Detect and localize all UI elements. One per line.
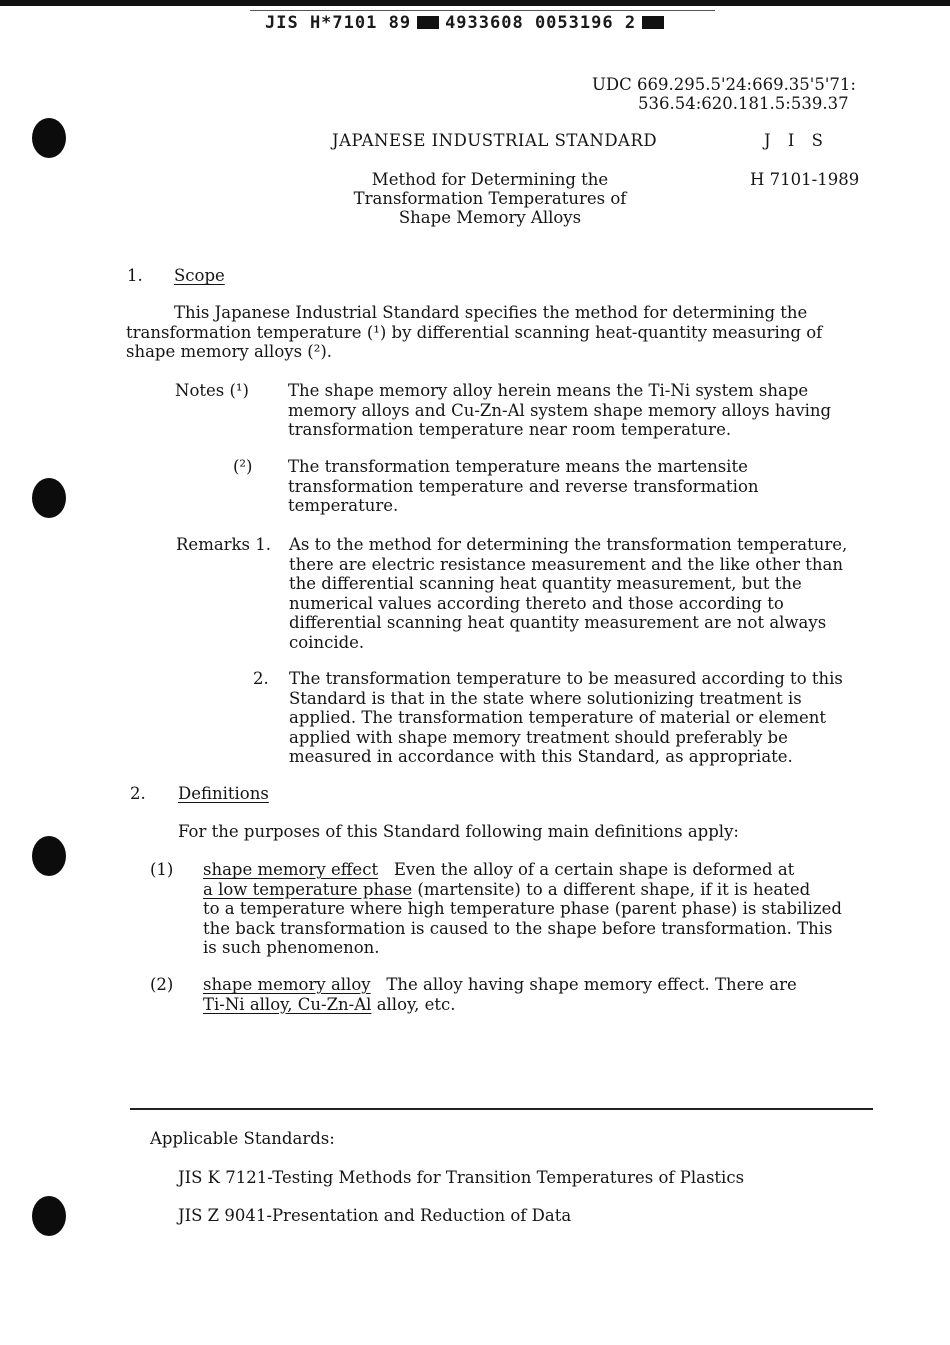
definition-line (203, 860, 893, 880)
remark-line: measured in accordance with this Standard, as appropriate. (289, 747, 793, 766)
udc-line-2: 536.54:620.181.5:539.37 (638, 94, 849, 113)
remark-line: there are electric resistance measurement and the like other than (289, 554, 844, 574)
title-line: Shape Memory Alloys (398, 208, 582, 227)
remark-line: As to the method for determining the transformation temperature, (289, 535, 848, 554)
paragraph-line: shape memory alloys (²). (126, 342, 333, 361)
note-line: The transformation temperature means the martensite (288, 457, 748, 476)
section-number: 2. (130, 784, 146, 803)
applicable-standard-item: JIS Z 9041-Presentation and Reduction of Data (178, 1206, 572, 1225)
footnote-divider (130, 1108, 873, 1110)
standard-name: JAPANESE INDUSTRIAL STANDARD (332, 131, 658, 150)
remark-line: the differential scanning heat quantity measurement, but the (289, 574, 802, 593)
definition-text: Even the alloy of a certain shape is deformed at (393, 860, 795, 879)
note-line: transformation temperature and reverse transformation (288, 476, 759, 496)
definition-2 (203, 975, 893, 1014)
applicable-standard-item: JIS K 7121-Testing Methods for Transition Temperatures of Plastics (178, 1168, 745, 1187)
barcode-block-icon (417, 16, 439, 29)
punch-hole-icon (32, 836, 66, 876)
header-rule (250, 10, 715, 11)
applicable-standards-heading: Applicable Standards: (150, 1129, 335, 1148)
remark-line: coincide. (289, 632, 365, 652)
remark-1 (289, 535, 889, 652)
definition-line: the back transformation is caused to the shape before transformation. This (203, 918, 833, 938)
notes-label: Notes (¹) (175, 381, 249, 400)
remark-line: applied with shape memory treatment should preferably be (289, 727, 788, 747)
definition-line: to a temperature where high temperature phase (parent phase) is stabilized (203, 899, 842, 918)
document-title (330, 170, 650, 227)
definition-text: The alloy having shape memory effect. There are (386, 975, 797, 994)
definition-2-label: (2) (150, 975, 174, 994)
note-2 (288, 457, 878, 516)
section-heading-scope: Scope (174, 266, 225, 285)
udc-classification (592, 75, 856, 113)
note-line: transformation temperature near room temperature. (288, 420, 732, 439)
definition-1 (203, 860, 893, 958)
note-line: memory alloys and Cu-Zn-Al system shape memory alloys having (288, 400, 832, 420)
note-line: The shape memory alloy herein means the Ti-Ni system shape (288, 381, 809, 400)
section-number: 1. (127, 266, 143, 285)
definition-text: (martensite) to a different shape, if it is heated (412, 879, 811, 899)
definition-line (203, 995, 893, 1015)
code-right: 4933608 0053196 2 (445, 13, 637, 33)
udc-line-1: UDC 669.295.5'24:669.35'5'71: (592, 75, 856, 94)
term-shape-memory-alloy: shape memory alloy (203, 975, 371, 994)
definition-1-label: (1) (150, 860, 174, 879)
note-1 (288, 381, 878, 440)
punch-hole-icon (32, 478, 66, 518)
note-line: temperature. (288, 496, 399, 515)
paragraph-line: transformation temperature (¹) by differential scanning heat-quantity measuring of (126, 322, 823, 342)
title-line: Method for Determining the (371, 170, 609, 189)
punch-hole-icon (32, 1196, 66, 1236)
definitions-intro: For the purposes of this Standard following main definitions apply: (178, 822, 739, 841)
scope-paragraph (126, 303, 886, 362)
term-shape-memory-effect: shape memory effect (203, 860, 379, 879)
remark-2 (289, 669, 889, 767)
title-line: Transformation Temperatures of (353, 189, 627, 208)
remark-line: differential scanning heat quantity measurement are not always (289, 613, 827, 632)
scan-top-border (0, 0, 950, 6)
note-2-label: (²) (233, 457, 253, 476)
paragraph-line: This Japanese Industrial Standard specifies the method for determining the (174, 303, 808, 322)
definition-text: alloy, etc. (371, 994, 456, 1014)
remark-line: The transformation temperature to be measured according to this (289, 669, 843, 688)
definition-line (203, 880, 893, 900)
definition-line: is such phenomenon. (203, 938, 380, 957)
definition-line (203, 975, 893, 995)
remarks-label: Remarks 1. (176, 535, 272, 554)
underlined-phrase: a low temperature phase (203, 879, 413, 899)
jis-mark: J I S (764, 131, 829, 150)
remark-line: numerical values according thereto and those according to (289, 593, 784, 613)
document-code-line (265, 13, 670, 33)
remark-2-label: 2. (253, 669, 269, 688)
remark-line: applied. The transformation temperature of material or element (289, 708, 827, 727)
barcode-block-icon (642, 16, 664, 29)
punch-hole-icon (32, 118, 66, 158)
underlined-phrase: Ti-Ni alloy, Cu-Zn-Al (203, 994, 372, 1014)
remark-line: Standard is that in the state where solutionizing treatment is (289, 688, 802, 708)
code-left: JIS H*7101 89 (265, 13, 412, 33)
section-heading-definitions: Definitions (178, 784, 269, 803)
standard-number: H 7101-1989 (750, 170, 860, 189)
